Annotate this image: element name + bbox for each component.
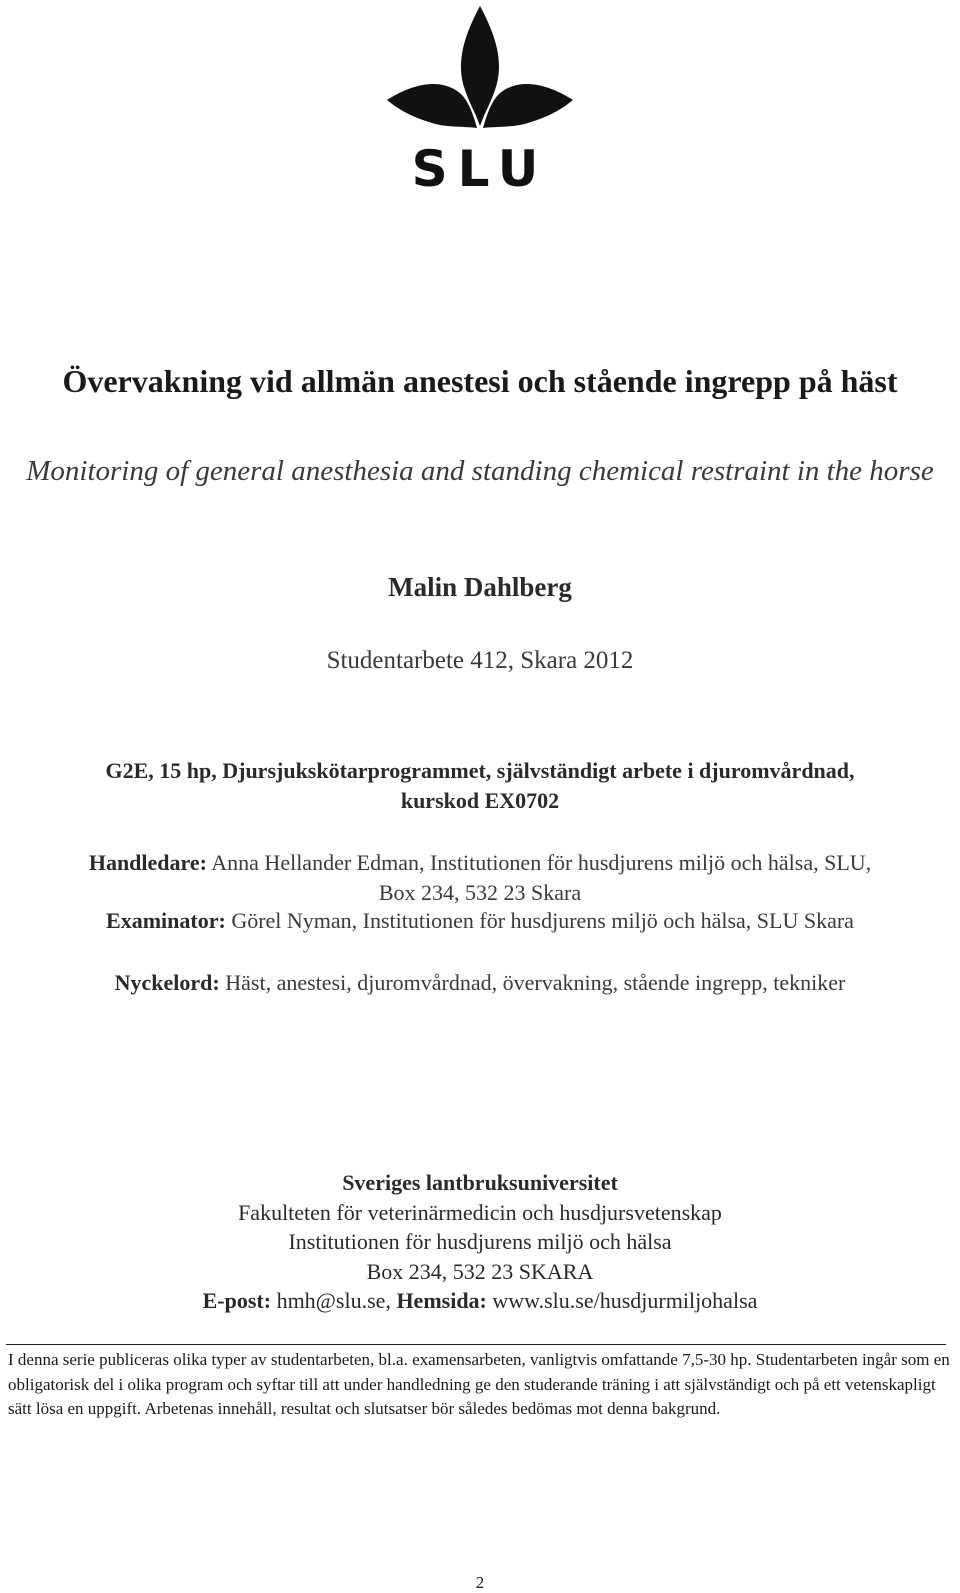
supervisor-info	[0, 848, 960, 908]
program-line-2: kurskod EX0702	[400, 788, 560, 813]
slu-logo	[385, 4, 575, 194]
university-name: Sveriges lantbruksuniversitet	[342, 1170, 618, 1195]
department-name: Institutionen för husdjurens miljö och hälsa	[288, 1229, 672, 1254]
faculty-name: Fakulteten för veterinärmedicin och husdjursvetenskap	[238, 1199, 722, 1225]
page-number: 2	[475, 1573, 485, 1592]
web-link[interactable]: www.slu.se/husdjurmiljohalsa	[492, 1288, 758, 1313]
footnote-divider	[6, 1344, 946, 1345]
university-address: Box 234, 532 23 SKARA	[366, 1258, 594, 1284]
series-footnote: I denna serie publiceras olika typer av studentarbeten, bl.a. examensarbeten, vanligtvis omfattande 7,5-30 hp. Studentarbeten ingår som en obligatorisk del i olika program och syftar till att under handledning ge den studerande träning i att självständigt och på ett vetenskapligt sätt lösa en uppgift. Arbetenas innehåll, resultat och slutsatser bör således bedömas mot denna bakgrund.	[8, 1350, 950, 1418]
web-label: Hemsida:	[396, 1288, 487, 1313]
university-block	[0, 1168, 960, 1316]
program-info	[0, 756, 960, 816]
series-info: Studentarbete 412, Skara 2012	[326, 647, 634, 674]
logo-text: SLU	[411, 140, 549, 194]
keywords-text: Häst, anestesi, djuromvårdnad, övervakning, stående ingrepp, tekniker	[225, 970, 846, 995]
supervisor-line-2: Box 234, 532 23 Skara	[378, 880, 582, 905]
keywords-label: Nyckelord:	[114, 970, 220, 995]
slu-leaf-logo-icon	[387, 6, 573, 128]
examiner-label: Examinator:	[106, 908, 226, 933]
supervisor-label: Handledare:	[88, 850, 207, 875]
email-label: E-post:	[202, 1288, 272, 1313]
keywords-info	[0, 970, 960, 996]
program-line-1: G2E, 15 hp, Djursjukskötarprogrammet, självständigt arbete i djuromvårdnad,	[105, 758, 855, 783]
document-title: Övervakning vid allmän anestesi och stående ingrepp på häst	[62, 363, 898, 399]
author-name: Malin Dahlberg	[388, 572, 572, 602]
examiner-text: Görel Nyman, Institutionen för husdjurens miljö och hälsa, SLU Skara	[231, 908, 854, 933]
document-subtitle: Monitoring of general anesthesia and standing chemical restraint in the horse	[26, 455, 934, 487]
examiner-info	[0, 908, 960, 934]
supervisor-line-1: Anna Hellander Edman, Institutionen för husdjurens miljö och hälsa, SLU,	[211, 850, 872, 875]
contact-line	[0, 1286, 960, 1316]
email-link[interactable]: hmh@slu.se,	[276, 1288, 391, 1313]
